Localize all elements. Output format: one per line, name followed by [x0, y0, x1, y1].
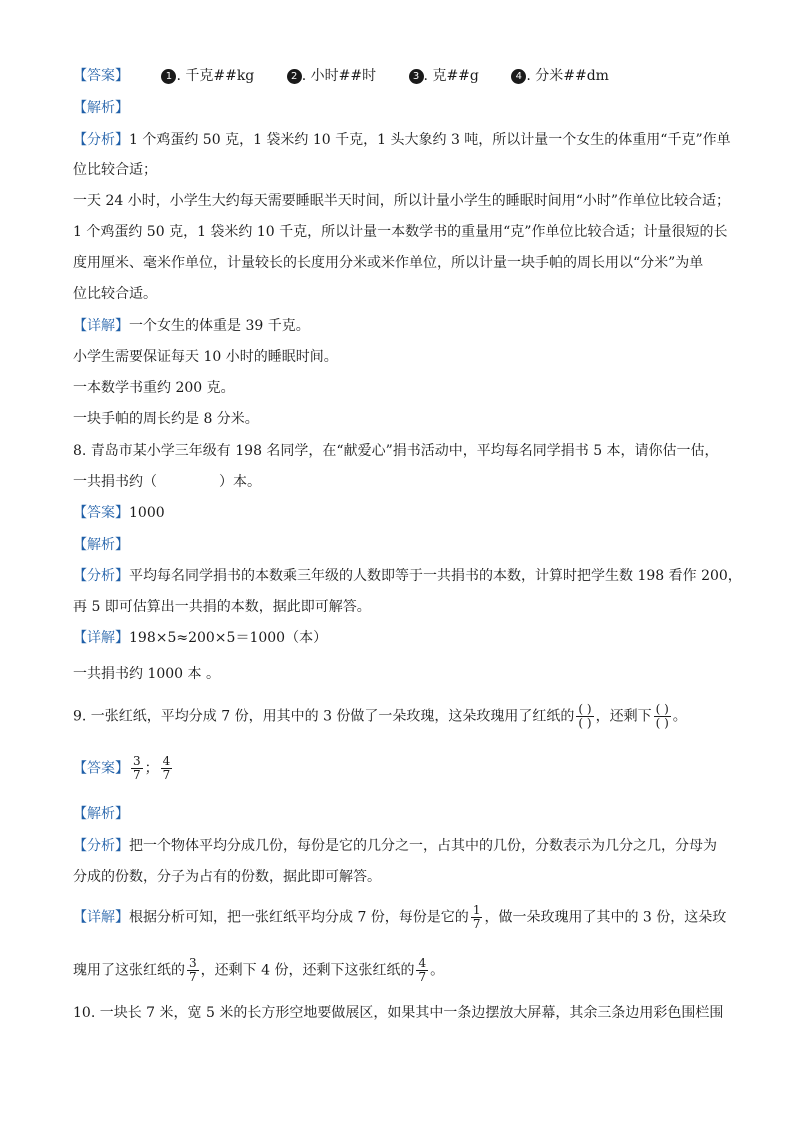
- fraction-blank-2: [654, 703, 671, 730]
- q10-question-1: 10. 一块长 7 米，宽 5 米的长方形空地要做展区，如果其中一条边摆放大屏幕，其余三条边用彩色围栏围: [73, 1005, 724, 1021]
- xiangjie-text-b: ，做一朵玫瑰用了其中的 3 份，这朵玫: [484, 909, 727, 926]
- xiangjie-tag: 【详解】: [73, 909, 129, 926]
- q7-fenxi-1: [73, 130, 734, 150]
- xiangjie-text: 一个女生的体重是 39 千克。: [129, 318, 310, 334]
- q7-fenxi-3: 一天 24 小时，小学生大约每天需要睡眠半天时间，所以计量小学生的睡眠时间用“小时”作单位比较合适；: [73, 193, 731, 209]
- q9-jiexi: [73, 804, 734, 824]
- xiangjie-tag: 【详解】: [73, 318, 129, 334]
- answer-2: . 小时##时: [301, 68, 377, 84]
- answer-tag: 【答案】: [73, 68, 129, 84]
- fraction-numerator: 4: [162, 754, 171, 768]
- fraction-denominator: 7: [133, 768, 141, 782]
- fraction-numerator: 1: [472, 903, 481, 917]
- fraction-numerator: ( ): [655, 702, 669, 716]
- fraction-denominator: ( ): [578, 716, 592, 730]
- fraction-denominator: 7: [162, 768, 171, 782]
- q9-fenxi-1: [73, 836, 734, 856]
- q7-answer-row: [73, 66, 734, 86]
- q7-jiexi: [73, 98, 734, 118]
- q9-fenxi-2: 分成的份数，分子为占有的份数，据此即可解答。: [73, 869, 381, 885]
- q8-xiangjie-1: [73, 628, 734, 648]
- q8-fenxi-1: [73, 566, 742, 586]
- xiangjie-tag: 【详解】: [73, 630, 129, 646]
- q9-question-text-b: ，还剩下: [595, 708, 652, 725]
- q8-fenxi-2: 再 5 即可估算出一共捐的本数，据此即可解答。: [73, 599, 371, 615]
- fraction-denominator: 7: [189, 970, 197, 984]
- fraction-numerator: 4: [418, 956, 427, 970]
- fraction-one-seventh: [471, 904, 483, 931]
- fenxi-text: 1 个鸡蛋约 50 克，1 袋米约 10 千克，1 头大象约 3 吨，所以计量一个女生的体重用“千克”作单: [129, 132, 731, 148]
- fenxi-text: 把一个物体平均分成几份，每份是它的几分之一，占其中的几份，分数表示为几分之几，分母为: [129, 838, 717, 854]
- q9-question-text-c: 。: [672, 708, 687, 725]
- fraction-numerator: ( ): [578, 702, 592, 716]
- fraction-numerator: 3: [189, 956, 197, 970]
- xiangjie-text-c: 瑰用了这张红纸的: [73, 962, 185, 979]
- q7-fenxi-5: 度用厘米、毫米作单位，计量较长的长度用分米或米作单位，所以计量一块手帕的周长用以“分米”为单: [73, 255, 704, 271]
- answer-4: . 分米##dm: [526, 68, 609, 84]
- answer-3: . 克##g: [423, 68, 479, 84]
- fraction-four-sevenths: [416, 957, 428, 984]
- jiexi-tag: 【解析】: [73, 537, 129, 553]
- answer-fraction-1: [131, 755, 143, 782]
- fenxi-tag: 【分析】: [73, 568, 129, 584]
- jiexi-tag: 【解析】: [73, 806, 129, 822]
- q7-fenxi-4: 1 个鸡蛋约 50 克，1 袋米约 10 千克，所以计量一本数学书的重量用“克”作单位比较合适；计量很短的长: [73, 224, 728, 240]
- answer-fraction-2: [161, 755, 173, 782]
- circled-number-1-icon: 1: [161, 69, 176, 84]
- circled-number-3-icon: 3: [409, 69, 424, 84]
- q9-question: [73, 703, 734, 730]
- answer-value: 1000: [129, 505, 165, 521]
- fraction-denominator: 7: [418, 970, 427, 984]
- fraction-numerator: 3: [133, 754, 141, 768]
- q9-xiangjie-2: [73, 957, 734, 984]
- fenxi-text: 平均每名同学捐书的本数乘三年级的人数即等于一共捐书的本数，计算时把学生数 198 看作 200，: [129, 568, 742, 584]
- circled-number-2-icon: 2: [287, 69, 302, 84]
- q7-fenxi-2: 位比较合适；: [73, 162, 157, 178]
- fenxi-tag: 【分析】: [73, 838, 129, 854]
- fraction-denominator: 7: [472, 917, 481, 931]
- answer-tag: 【答案】: [73, 505, 129, 521]
- xiangjie-text: 198×5≈200×5＝1000（本）: [129, 630, 328, 646]
- xiangjie-text-a: 根据分析可知，把一张红纸平均分成 7 份，每份是它的: [129, 909, 469, 926]
- q9-xiangjie-1: [73, 904, 734, 931]
- q8-question-2: [73, 472, 734, 492]
- q9-answer: [73, 755, 734, 782]
- q8-question-text-a: 一共捐书约（: [73, 474, 157, 490]
- xiangjie-text-e: 。: [430, 962, 445, 979]
- q7-xiangjie-3: 一本数学书重约 200 克。: [73, 380, 235, 396]
- jiexi-tag: 【解析】: [73, 100, 129, 116]
- q8-question-1: 8. 青岛市某小学三年级有 198 名同学，在“献爱心”捐书活动中，平均每名同学捐书 5 本，请你估一估，: [73, 443, 719, 459]
- q8-question-text-b: ）本。: [219, 474, 261, 490]
- q7-xiangjie-4: 一块手帕的周长约是 8 分米。: [73, 411, 259, 427]
- xiangjie-text-d: ，还剩下 4 份，还剩下这张红纸的: [200, 962, 415, 979]
- q7-xiangjie-2: 小学生需要保证每天 10 小时的睡眠时间。: [73, 349, 338, 365]
- fenxi-tag: 【分析】: [73, 132, 129, 148]
- circled-number-4-icon: 4: [511, 69, 526, 84]
- q8-answer: [73, 503, 734, 523]
- q8-jiexi: [73, 535, 734, 555]
- fraction-blank-1: [576, 703, 593, 730]
- q8-xiangjie-2: 一共捐书约 1000 本 。: [73, 666, 220, 682]
- q7-xiangjie-1: [73, 316, 734, 336]
- answer-separator: ；: [144, 760, 159, 777]
- fraction-three-sevenths: [187, 957, 199, 984]
- answer-tag: 【答案】: [73, 760, 129, 777]
- fraction-denominator: ( ): [655, 716, 669, 730]
- q7-fenxi-6: 位比较合适。: [73, 286, 157, 302]
- answer-1: . 千克##kg: [176, 68, 255, 84]
- q9-question-text-a: 9. 一张红纸，平均分成 7 份，用其中的 3 份做了一朵玫瑰，这朵玫瑰用了红纸的: [73, 708, 575, 725]
